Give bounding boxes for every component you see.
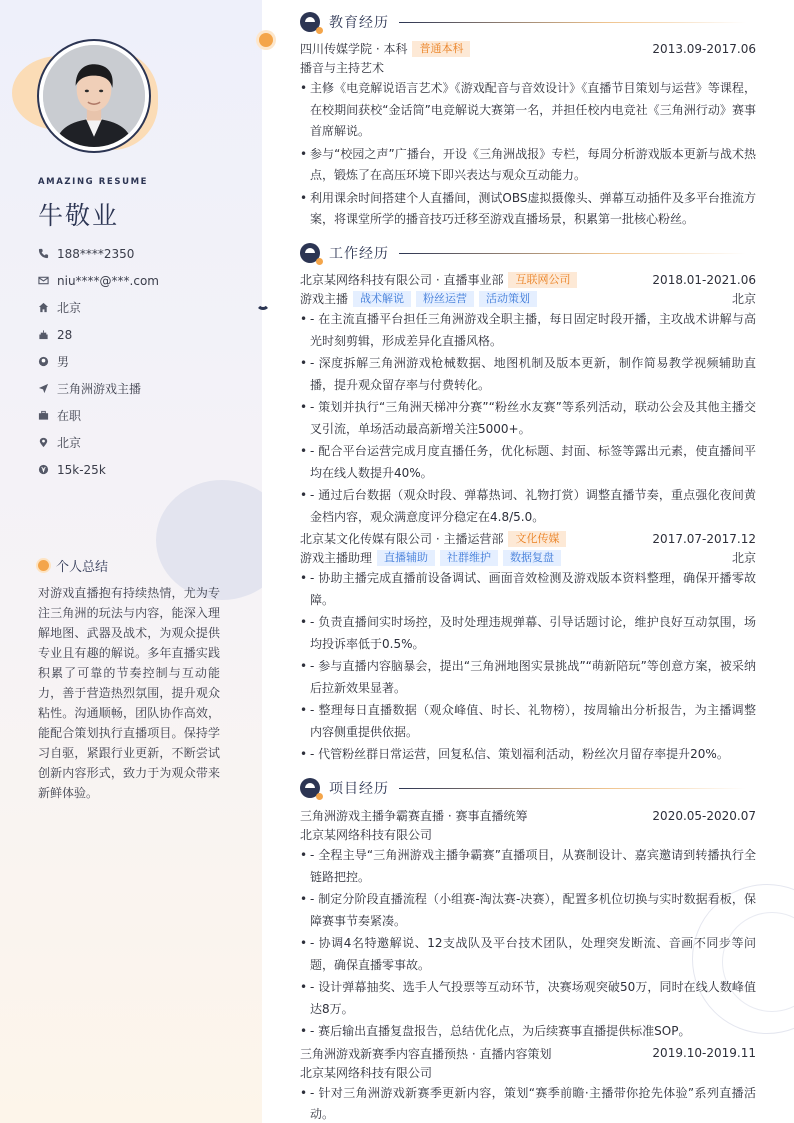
info-city bbox=[38, 429, 159, 456]
major-row bbox=[300, 58, 756, 77]
info-value: niu****@***.com bbox=[57, 273, 159, 288]
summary-dot-icon bbox=[38, 560, 49, 571]
list-item: • - 配合平台运营完成月度直播任务，优化标题、封面、标签等露出元素，使直播间平均在线人数提升40%。 bbox=[300, 441, 756, 484]
work-section bbox=[300, 242, 756, 767]
list-item: • - 在主流直播平台担任三角洲游戏全职主播，每日固定时段开播，主攻战术讲解与高光时刻剪辑，形成差异化直播风格。 bbox=[300, 309, 756, 352]
list-item: • - 通过后台数据（观众时段、弹幕热词、礼物打赏）调整直播节奏，重点强化夜间黄金档内容，观众满意度评分稳定在4.8/5.0。 bbox=[300, 485, 756, 528]
school-name: 四川传媒学院 · 本科 bbox=[300, 42, 408, 56]
info-value: 28 bbox=[57, 327, 73, 342]
skill-tag: 社群维护 bbox=[440, 550, 498, 566]
skill-tag: 直播辅助 bbox=[377, 550, 435, 566]
decorative-arc bbox=[256, 296, 270, 310]
section-title: 工作经历 bbox=[329, 246, 389, 262]
section-title: 教育经历 bbox=[329, 15, 389, 31]
list-item: • - 策划并执行“三角洲天梯冲分赛”“粉丝水友赛”等系列活动，联动公会及其他主播交叉引流，单场活动最高新增关注5000+。 bbox=[300, 397, 756, 440]
list-item: • 参与“校园之声”广播台，开设《三角洲战报》专栏，每周分析游戏版本更新与战术热点，锻炼了在高压环境下即兴表达与观众互动能力。 bbox=[300, 144, 756, 187]
info-job-target bbox=[38, 375, 159, 402]
avatar bbox=[43, 45, 145, 147]
info-age bbox=[38, 321, 159, 348]
home-icon bbox=[38, 302, 49, 313]
job-date: 2018.01-2021.06 bbox=[652, 272, 756, 287]
info-phone bbox=[38, 240, 159, 267]
company-name: 北京某网络科技有限公司 · 直播事业部 bbox=[300, 273, 504, 287]
education-bullets bbox=[300, 78, 756, 231]
list-item: • - 协助主播完成直播前设备调试、画面音效检测及游戏版本资料整理，确保开播零故障。 bbox=[300, 568, 756, 611]
education-header-row bbox=[300, 39, 756, 58]
project-org: 北京某网络科技有限公司 bbox=[300, 1065, 433, 1080]
info-residence bbox=[38, 294, 159, 321]
info-value: 男 bbox=[57, 355, 70, 369]
job-role: 游戏主播助理 bbox=[300, 551, 373, 565]
resume-tagline: AMAZING RESUME bbox=[38, 177, 149, 187]
company-tag: 文化传媒 bbox=[508, 531, 566, 547]
project-bullets bbox=[300, 845, 756, 1043]
section-icon bbox=[300, 12, 320, 32]
job-bullets bbox=[300, 568, 756, 766]
info-status bbox=[38, 402, 159, 429]
major: 播音与主持艺术 bbox=[300, 61, 385, 75]
project-bullets bbox=[300, 1083, 756, 1123]
info-value: 188****2350 bbox=[57, 246, 135, 261]
section-divider bbox=[399, 253, 746, 254]
list-item: • - 参与直播内容脑暴会，提出“三角洲地图实景挑战”“萌新陪玩”等创意方案，被采纳后拉新效果显著。 bbox=[300, 656, 756, 699]
list-item: • - 设计弹幕抽奖、选手人气投票等互动环节，决赛场观突破50万，同时在线人数峰值达8万。 bbox=[300, 977, 756, 1020]
info-email bbox=[38, 267, 159, 294]
project-org: 北京某网络科技有限公司 bbox=[300, 828, 433, 842]
list-item: • - 协调4名特邀解说、12支战队及平台技术团队，处理突发断流、音画不同步等问题，确保直播零事故。 bbox=[300, 933, 756, 976]
job-city: 北京 bbox=[731, 292, 756, 306]
section-header bbox=[300, 777, 756, 799]
project-date: 2020.05-2020.07 bbox=[652, 808, 756, 823]
job-bullets bbox=[300, 309, 756, 528]
summary-text: 对游戏直播抱有持续热情，尤为专注三角洲的玩法与内容，能深入理解地图、武器及战术，为观众提供专业且有趣的解说。多年直播实践积累了可靠的节奏控制与互动能力，善于营造热烈氛围，提升观众粘性。沟通顺畅，团队协作高效，能配合策划执行直播项目。保持学习自驱，紧跟行业更新，不断尝试创新内容形式，致力于为观众带来新鲜体验。 bbox=[38, 586, 220, 800]
project-org-row bbox=[300, 1063, 756, 1082]
project-date: 2019.10-2019.11 bbox=[652, 1046, 756, 1060]
skill-tag: 粉丝运营 bbox=[416, 291, 474, 307]
info-value: 在职 bbox=[57, 409, 82, 423]
skill-tag: 活动策划 bbox=[479, 291, 537, 307]
location-icon bbox=[38, 437, 49, 448]
section-header bbox=[300, 11, 756, 33]
list-item: • - 全程主导“三角洲游戏主播争霸赛”直播项目，从赛制设计、嘉宾邀请到转播执行全链路把控。 bbox=[300, 845, 756, 888]
job-city: 北京 bbox=[731, 551, 756, 565]
phone-icon bbox=[38, 248, 49, 259]
info-value: 北京 bbox=[57, 436, 82, 450]
project-name: 三角洲游戏主播争霸赛直播 · 赛事直播统筹 bbox=[300, 809, 528, 823]
decorative-circle bbox=[156, 480, 262, 600]
cake-icon bbox=[38, 329, 49, 340]
candidate-name: 牛敬业 bbox=[38, 201, 120, 230]
education-section bbox=[300, 11, 756, 232]
sidebar bbox=[0, 0, 262, 1123]
summary-title: 个人总结 bbox=[56, 560, 109, 575]
info-value: 北京 bbox=[57, 301, 82, 315]
job-role: 游戏主播 bbox=[300, 292, 349, 306]
avatar-photo bbox=[43, 45, 145, 147]
project-header-row bbox=[300, 806, 756, 825]
decorative-dot bbox=[259, 33, 273, 47]
project-header-row bbox=[300, 1044, 756, 1063]
info-salary bbox=[38, 456, 159, 483]
project-name: 三角洲游戏新赛季内容直播预热 · 直播内容策划 bbox=[300, 1046, 552, 1061]
company-name: 北京某文化传媒有限公司 · 主播运营部 bbox=[300, 532, 504, 546]
skill-tag: 战术解说 bbox=[353, 291, 411, 307]
section-title: 项目经历 bbox=[329, 781, 389, 797]
job-header-row bbox=[300, 270, 756, 289]
section-icon bbox=[300, 243, 320, 263]
job-role-row bbox=[300, 289, 756, 308]
info-value: 三角洲游戏主播 bbox=[57, 382, 142, 396]
project-org-row bbox=[300, 825, 756, 844]
section-divider bbox=[399, 788, 746, 789]
list-item: • - 负责直播间实时场控，及时处理违规弹幕、引导话题讨论，维护良好互动氛围，场均投诉率低于0.5%。 bbox=[300, 612, 756, 655]
job-header-row bbox=[300, 529, 756, 548]
contact-info-list bbox=[38, 240, 159, 483]
job-date: 2017.07-2017.12 bbox=[652, 531, 756, 546]
list-item: • - 制定分阶段直播流程（小组赛-淘汰赛-决赛），配置多机位切换与实时数据看板，保障赛事节奏紧凑。 bbox=[300, 889, 756, 932]
company-tag: 互联网公司 bbox=[508, 272, 577, 288]
info-value: 15k-25k bbox=[57, 462, 106, 477]
summary-header bbox=[38, 556, 108, 575]
gender-icon bbox=[38, 356, 49, 367]
list-item: • - 代管粉丝群日常运营，回复私信、策划福利活动，粉丝次月留存率提升20%。 bbox=[300, 744, 756, 766]
education-date: 2013.09-2017.06 bbox=[652, 41, 756, 56]
briefcase-icon bbox=[38, 410, 49, 421]
section-icon bbox=[300, 778, 320, 798]
info-gender bbox=[38, 348, 159, 375]
list-item: • - 赛后输出直播复盘报告，总结优化点，为后续赛事直播提供标准SOP。 bbox=[300, 1021, 756, 1043]
avatar-frame bbox=[37, 39, 151, 153]
skill-tag: 数据复盘 bbox=[503, 550, 561, 566]
section-header bbox=[300, 242, 756, 264]
list-item: • 利用课余时间搭建个人直播间，测试OBS虚拟摄像头、弹幕互动插件及多平台推流方案，将课堂所学的播音技巧迁移至游戏直播场景，积累第一批核心粉丝。 bbox=[300, 188, 756, 231]
list-item: • - 整理每日直播数据（观众峰值、时长、礼物榜），按周输出分析报告，为主播调整内容侧重提供依据。 bbox=[300, 700, 756, 743]
school-tag: 普通本科 bbox=[412, 41, 470, 57]
job-role-row bbox=[300, 548, 756, 567]
salary-icon bbox=[38, 464, 49, 475]
list-item: • - 针对三角洲游戏新赛季更新内容，策划“赛季前瞻·主播带你抢先体验”系列直播活动。 bbox=[300, 1083, 756, 1123]
list-item: • - 深度拆解三角洲游戏枪械数据、地图机制及版本更新，制作简易教学视频辅助直播，提升观众留存率与付费转化。 bbox=[300, 353, 756, 396]
projects-section bbox=[300, 777, 756, 1123]
list-item: • 主修《电竞解说语言艺术》《游戏配音与音效设计》《直播节目策划与运营》等课程，在校期间获校“金话筒”电竞解说大赛第一名，并担任校内电竞社《三角洲行动》赛事首席解说。 bbox=[300, 78, 756, 143]
mail-icon bbox=[38, 275, 49, 286]
send-icon bbox=[38, 383, 49, 394]
section-divider bbox=[399, 22, 746, 23]
